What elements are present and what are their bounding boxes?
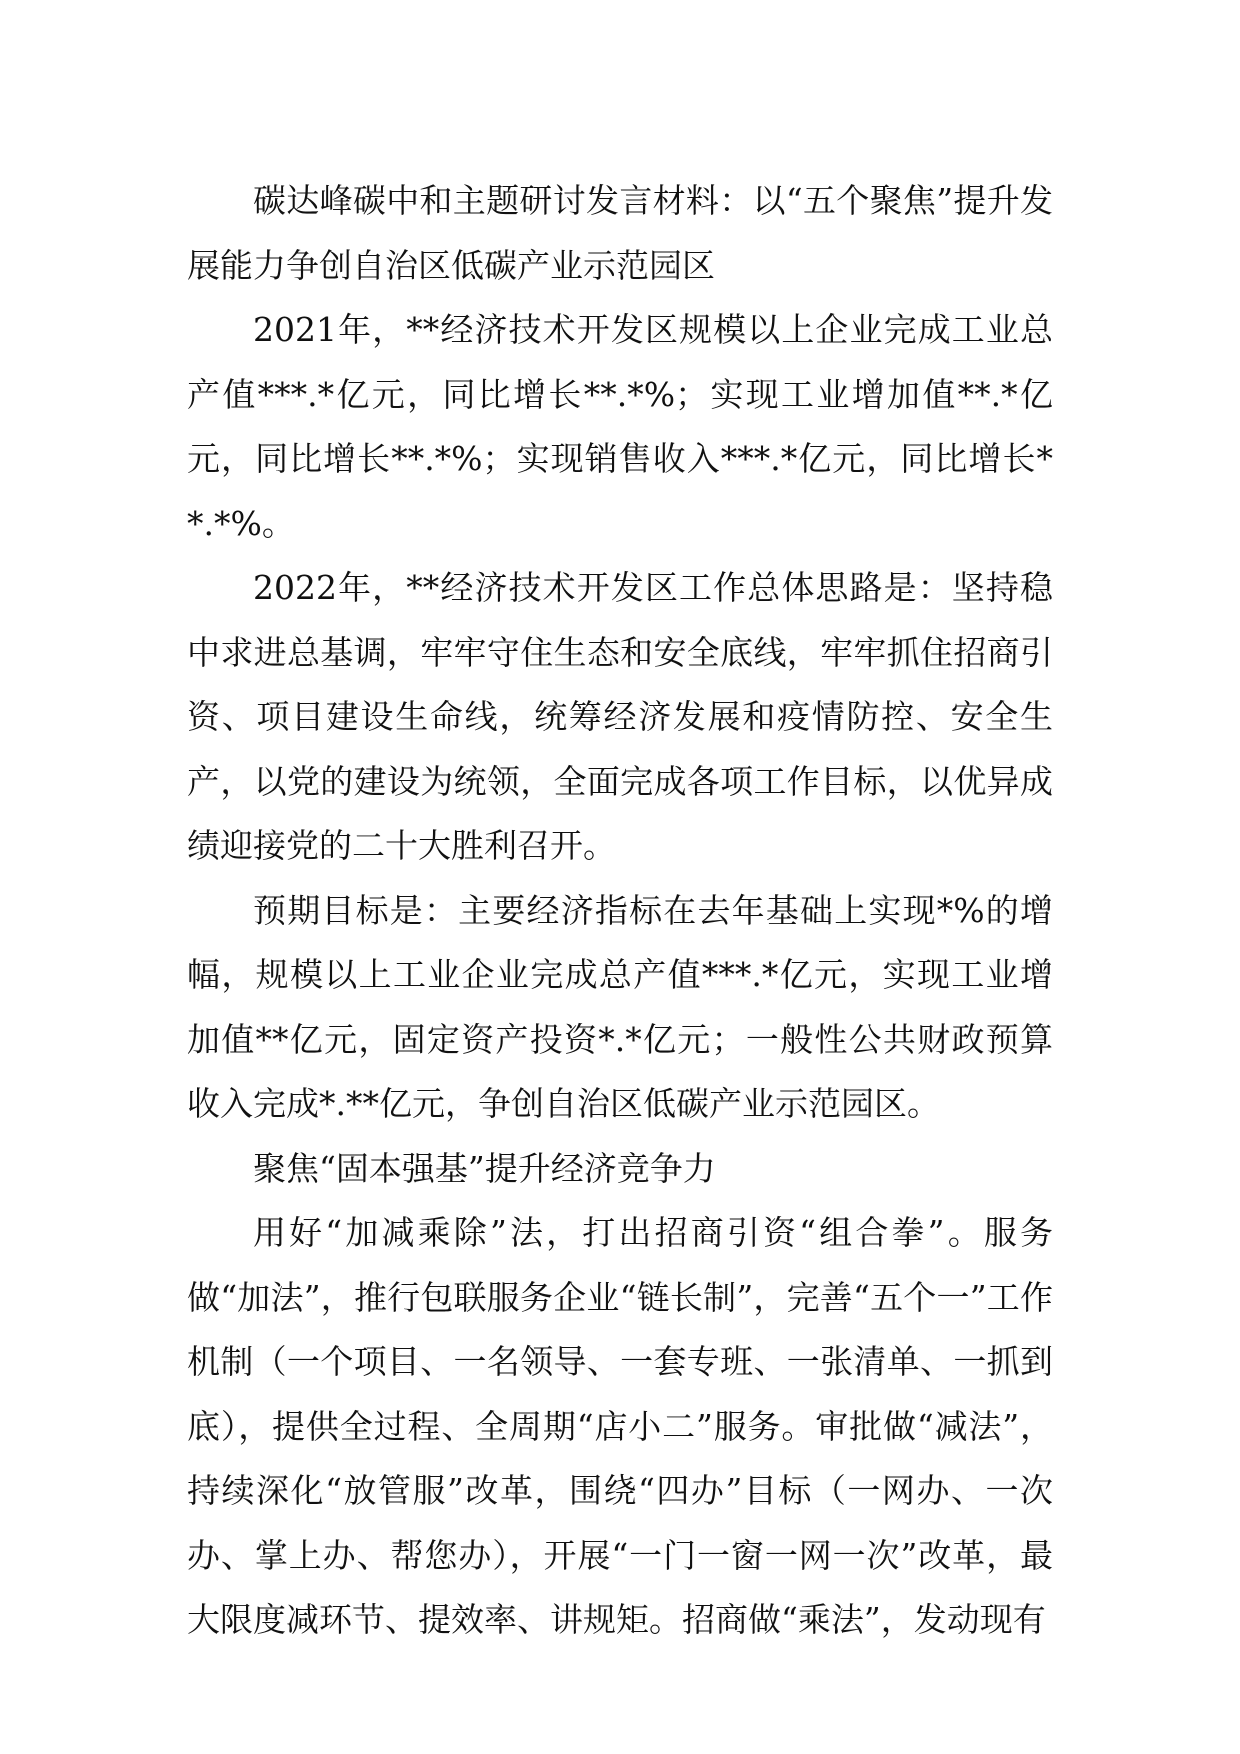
section-heading: 聚焦“固本强基”提升经济竞争力 — [253, 1148, 716, 1188]
document-body — [187, 169, 1053, 1653]
paragraph-2022-approach: 2022年，**经济技术开发区工作总体思路是：坚持稳中求进总基调，牢牢守住生态和安全底线，牢牢抓住招商引资、项目建设生命线，统筹经济发展和疫情防控、安全生产，以党的建设为统领，全面完成各项工作目标，以优异成绩迎接党的二十大胜利召开。 — [187, 568, 1053, 865]
paragraph-expected-targets: 预期目标是：主要经济指标在去年基础上实现*%的增幅，规模以上工业企业完成总产值***.*亿元，实现工业增加值**亿元，固定资产投资*.*亿元；一般性公共财政预算收入完成*.**亿元，争创自治区低碳产业示范园区。 — [187, 890, 1053, 1123]
paragraph-2021-results: 2021年，**经济技术开发区规模以上企业完成工业总产值***.*亿元，同比增长**.*%；实现工业增加值**.*亿元，同比增长**.*%；实现销售收入***.*亿元，同比增长**.*%。 — [187, 310, 1053, 543]
section-paragraph: 用好“加减乘除”法，打出招商引资“组合拳”。服务做“加法”，推行包联服务企业“链长制”，完善“五个一”工作机制（一个项目、一名领导、一套专班、一张清单、一抓到底），提供全过程、全周期“店小二”服务。审批做“减法”，持续深化“放管服”改革，围绕“四办”目标（一网办、一次办、掌上办、帮您办），开展“一门一窗一网一次”改革，最大限度减环节、提效率、讲规矩。招商做“乘法”，发动现有 — [187, 1213, 1053, 1639]
document-title: 碳达峰碳中和主题研讨发言材料：以“五个聚焦”提升发展能力争创自治区低碳产业示范园区 — [187, 181, 1053, 285]
